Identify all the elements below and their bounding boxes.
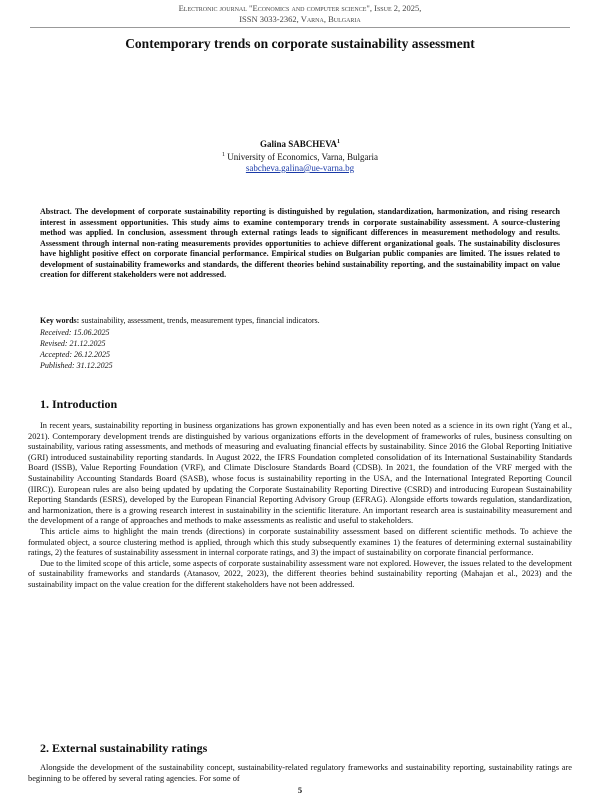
section-heading-external-ratings: 2. External sustainability ratings — [40, 741, 208, 755]
section-heading-introduction: 1. Introduction — [40, 397, 118, 411]
section-body-introduction — [28, 421, 572, 591]
header-rule — [30, 27, 570, 28]
journal-header-line2: ISSN 3033-2362, Varna, Bulgaria — [239, 14, 361, 24]
date-received: Received: 15.06.2025 — [40, 328, 110, 337]
date-revised: Revised: 21.12.2025 — [40, 339, 106, 348]
keywords-text: sustainability, assessment, trends, measurement types, financial indicators. — [81, 316, 320, 325]
date-accepted: Accepted: 26.12.2025 — [40, 350, 110, 359]
author-line — [0, 137, 600, 150]
author-name: Galina SABCHEVA — [259, 139, 338, 149]
paragraph: This article aims to highlight the main trends (directions) in corporate sustainability assessment based on different scientific methods. To achieve the formulated object, a source clustering method is applied, through which this study subsequently examines 1) the features of determining external sustainability ratings, 2) the features of sustainability assessment in internal corporate ratings, and 3) the impact of sustainability on corporate financial performance. — [28, 526, 572, 558]
author-block — [0, 137, 600, 174]
paragraph: Due to the limited scope of this article, some aspects of corporate sustainability assessment ware not explored. However, the issues related to the development of sustainability frameworks and standards (Atanasov, 2022, 2023), the different theories behind sustainability reporting (Mahajan et al., 2023) and the sustainability impact on the value creation for the different stakeholders have not been addressed. — [28, 558, 572, 589]
author-email-link[interactable]: sabcheva.galina@ue-varna.bg — [245, 163, 355, 173]
journal-header-line1: Electronic journal "Economics and computer science", Issue 2, 2025, — [178, 3, 422, 13]
article-dates — [40, 327, 340, 371]
paragraph: Alongside the development of the sustainability concept, sustainability-related regulatory frameworks and sustainability reporting, sustainability ratings are beginning to be offered by several rating agencies. For some of — [28, 763, 572, 783]
abstract-text: The development of corporate sustainability reporting is distinguished by regulation, standardization, harmonization, and rising research interest in assessment opportunities. This study aims to examine contemporary trends in corporate sustainability assessment. A source-clustering method was applied. In conclusion, assessment through external ratings leads to significant differences in measurement methodology and results. Assessment through internal non-rating measurements provides opportunities to achieve different organizational goals. The sustainability disclosures have highlight positive effect on corporate financial performance. Empirical studies on Bulgarian public companies are limited. The issues related to development of sustainability frameworks and standards, the different theories behind sustainability reporting, and the sustainability impact on value creation for different stakeholders were not addressed. — [40, 207, 560, 279]
paper-title: Contemporary trends on corporate sustainability assessment — [125, 36, 475, 51]
journal-header — [0, 3, 600, 25]
keywords-label: Key words: — [40, 316, 80, 325]
affiliation: University of Economics, Varna, Bulgaria — [227, 152, 379, 162]
abstract — [40, 207, 560, 281]
author-sup: 1 — [337, 139, 341, 145]
section-body-external-ratings — [28, 763, 572, 784]
page-number: 5 — [297, 785, 303, 795]
keywords — [40, 316, 560, 327]
abstract-label: Abstract. — [40, 207, 72, 216]
affiliation-sup: 1 — [221, 152, 225, 158]
date-published: Published: 31.12.2025 — [40, 361, 113, 370]
affiliation-line — [0, 150, 600, 163]
paragraph: In recent years, sustainability reporting in business organizations has grown exponentially and has even been noted as a science in its own right (Yang et al., 2021). Contemporary development trends are distinguished by various organizations efforts in the development of frameworks of rules, business consulting on sustainability, various rating assessments, and methods of measuring and evaluating financial effects by sustainability. Since 2016 the Global Reporting Initiative (GRI) introduced sustainability reporting standards. In August 2022, the IFRS Foundation completed consolidation of its International Sustainability Standards Board (ISSB), Value Reporting Foundation (VRF), and Climate Disclosure Standards Board (CDSB). In 2021, the foundation of the VRF merged with the Sustainability Accounting Standards Board (SASB), whose focus is sustainability reporting in the USA, and the International Integrated Reporting Council (IIRC)). European rules are also being updated by updating the Corporate Sustainability Reporting Directive (CSRD) and introducing European Sustainability Reporting Standards (ESRS), developed by the European Financial Reporting Advisory Group (EFRAG). Alongside efforts towards regulation, standardization, and harmonization, there is a growing research interest in sustainability in the scientific literature. An important research area is sustainability measurement and the development of a range of approaches and methods to make assessments as realistic and useful to stakeholders. — [28, 421, 572, 526]
